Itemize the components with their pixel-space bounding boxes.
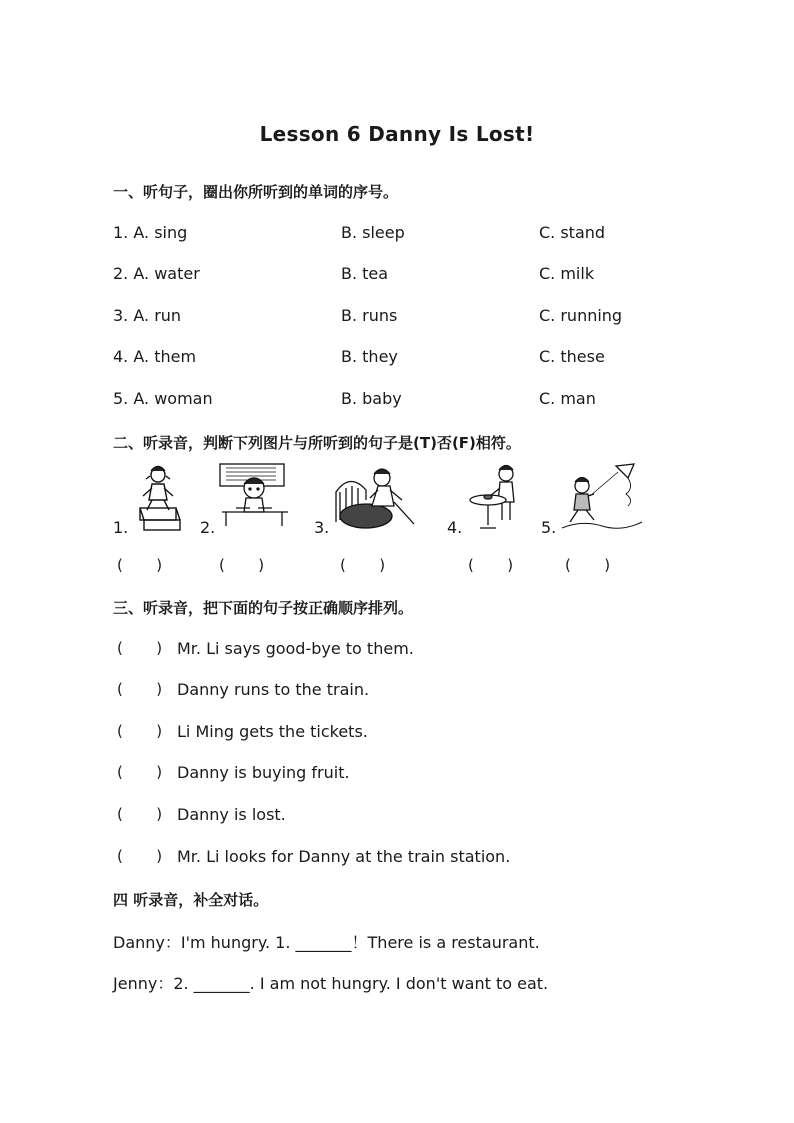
picture5-answer-blank[interactable]: ( ) bbox=[565, 556, 611, 574]
s1-row5-option-a: 5. A. woman bbox=[113, 389, 213, 408]
s1-row1-option-a: 1. A. sing bbox=[113, 223, 188, 242]
person-on-bed-icon bbox=[332, 462, 422, 534]
dialogue-line-jenny: Jenny：2. _______. I am not hungry. I don't want to eat. bbox=[113, 974, 549, 993]
s1-row2-option-c: C. milk bbox=[539, 264, 595, 283]
picture3-answer-blank[interactable]: ( ) bbox=[340, 556, 386, 574]
boy-at-desk-icon bbox=[216, 462, 292, 532]
order-blank-6[interactable]: ( ) bbox=[117, 847, 163, 865]
s1-row2-option-b: B. tea bbox=[341, 264, 389, 283]
s1-row5-option-b: B. baby bbox=[341, 389, 402, 408]
picture2-answer-blank[interactable]: ( ) bbox=[219, 556, 265, 574]
order-blank-4[interactable]: ( ) bbox=[117, 763, 163, 781]
order-sentence-4: Danny is buying fruit. bbox=[177, 763, 350, 782]
s1-row3-option-a: 3. A. run bbox=[113, 306, 182, 325]
picture1-label: 1. bbox=[113, 518, 129, 537]
boy-at-table-icon bbox=[464, 462, 524, 534]
girl-sitting-on-box-icon bbox=[130, 462, 190, 532]
picture2-label: 2. bbox=[200, 518, 216, 537]
s1-row5-option-c: C. man bbox=[539, 389, 596, 408]
section2-heading: 二、听录音，判断下列图片与所听到的句子是(T)否(F)相符。 bbox=[113, 434, 521, 452]
order-blank-1[interactable]: ( ) bbox=[117, 639, 163, 657]
order-blank-3[interactable]: ( ) bbox=[117, 722, 163, 740]
s1-row4-option-b: B. they bbox=[341, 347, 398, 366]
boy-flying-kite-icon bbox=[560, 462, 652, 534]
section1-heading: 一、听句子，圈出你所听到的单词的序号。 bbox=[113, 183, 399, 201]
picture4-answer-blank[interactable]: ( ) bbox=[468, 556, 514, 574]
order-blank-5[interactable]: ( ) bbox=[117, 805, 163, 823]
order-sentence-6: Mr. Li looks for Danny at the train station. bbox=[177, 847, 511, 866]
dialogue-line-danny: Danny：I'm hungry. 1. _______！There is a restaurant. bbox=[113, 933, 540, 952]
s1-row4-option-a: 4. A. them bbox=[113, 347, 197, 366]
order-sentence-1: Mr. Li says good-bye to them. bbox=[177, 639, 414, 658]
picture5-label: 5. bbox=[541, 518, 557, 537]
s1-row1-option-c: C. stand bbox=[539, 223, 606, 242]
section3-heading: 三、听录音，把下面的句子按正确顺序排列。 bbox=[113, 599, 414, 617]
section4-heading: 四 听录音，补全对话。 bbox=[113, 891, 269, 909]
s1-row1-option-b: B. sleep bbox=[341, 223, 405, 242]
s1-row3-option-b: B. runs bbox=[341, 306, 398, 325]
picture3-label: 3. bbox=[314, 518, 330, 537]
page-title: Lesson 6 Danny Is Lost! bbox=[259, 122, 535, 146]
s1-row2-option-a: 2. A. water bbox=[113, 264, 200, 283]
order-sentence-5: Danny is lost. bbox=[177, 805, 286, 824]
order-sentence-2: Danny runs to the train. bbox=[177, 680, 370, 699]
order-sentence-3: Li Ming gets the tickets. bbox=[177, 722, 368, 741]
picture4-label: 4. bbox=[447, 518, 463, 537]
order-blank-2[interactable]: ( ) bbox=[117, 680, 163, 698]
s1-row3-option-c: C. running bbox=[539, 306, 623, 325]
picture1-answer-blank[interactable]: ( ) bbox=[117, 556, 163, 574]
s1-row4-option-c: C. these bbox=[539, 347, 605, 366]
